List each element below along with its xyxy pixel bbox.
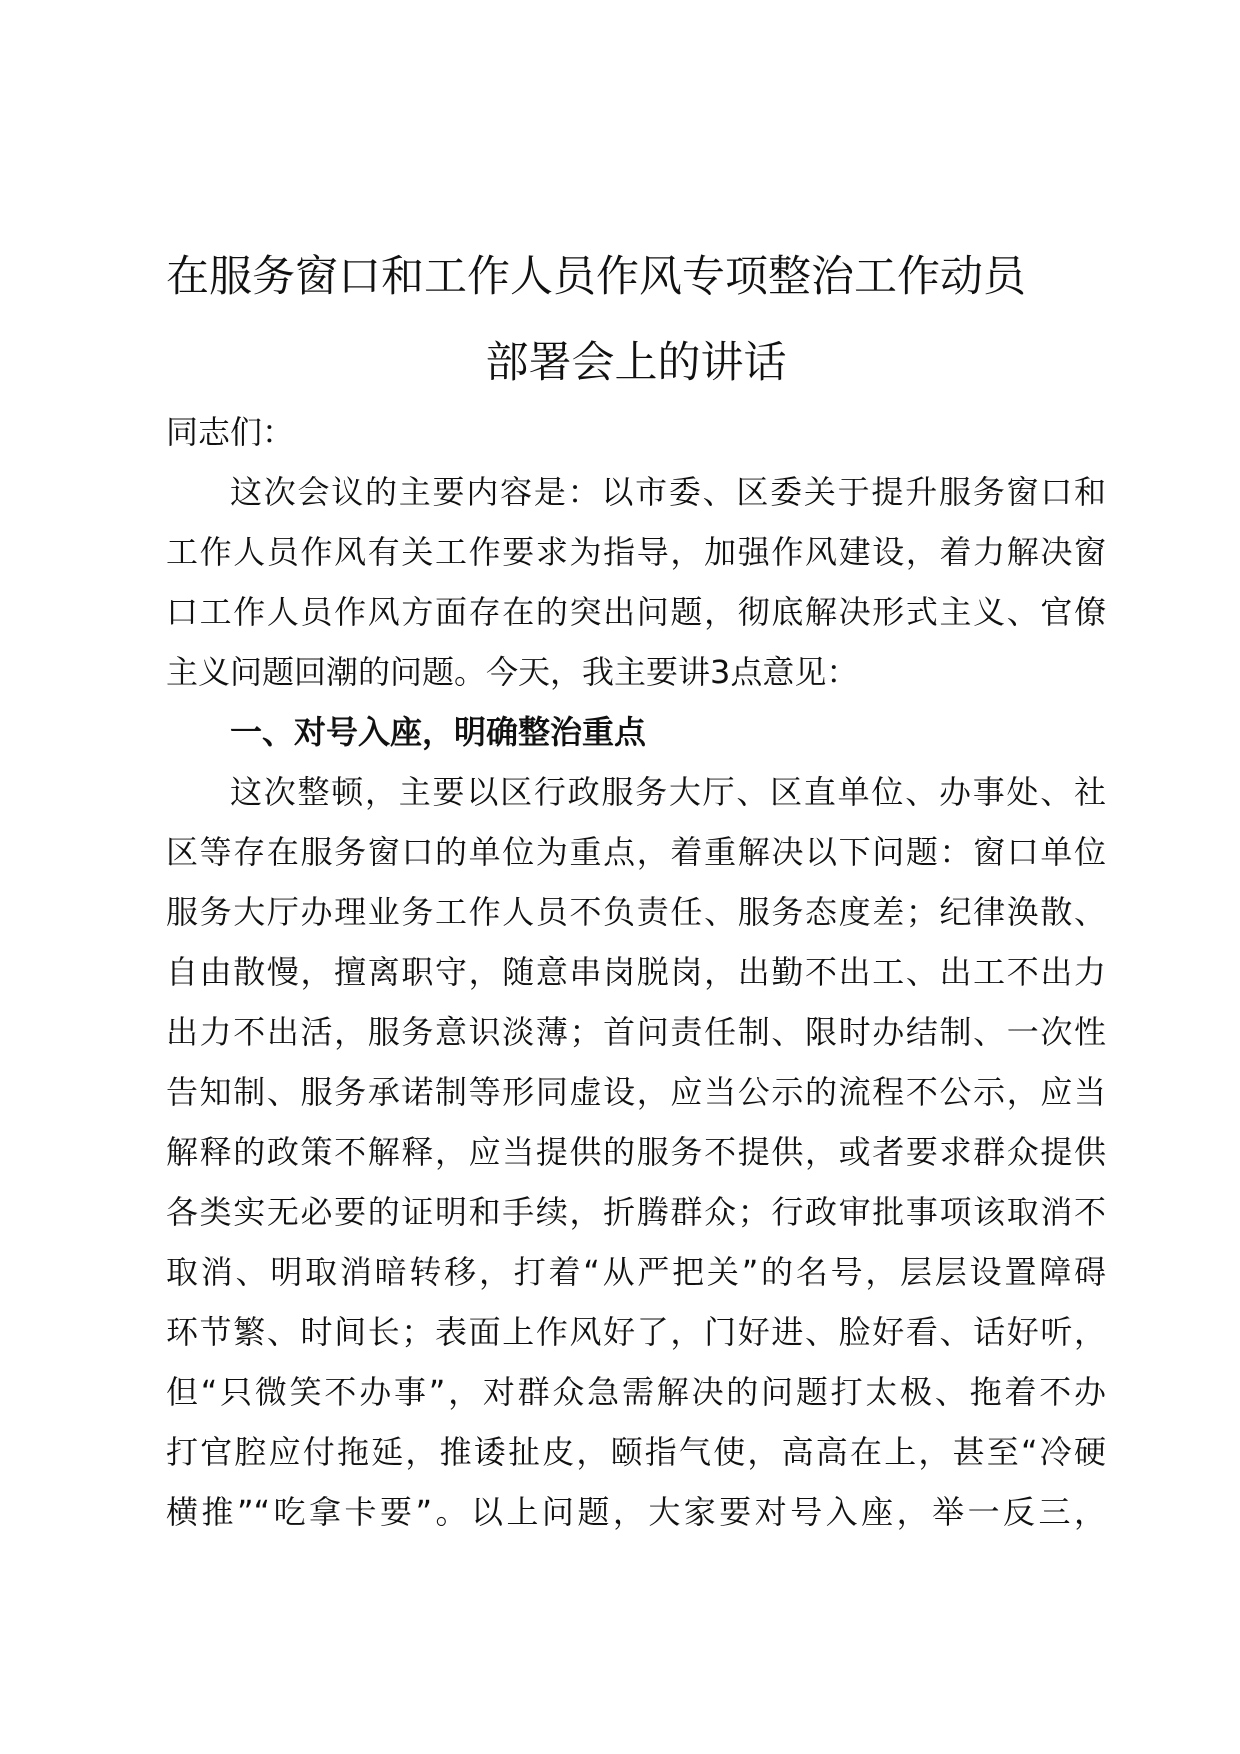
intro-line-4: 主义问题回潮的问题。今天，我主要讲3点意见： — [166, 653, 859, 691]
document-title — [166, 234, 1106, 406]
section1-line-6: 告知制、服务承诺制等形同虚设，应当公示的流程不公示，应当 — [166, 1073, 1106, 1111]
section1-line-7: 解释的政策不解释，应当提供的服务不提供，或者要求群众提供 — [166, 1133, 1106, 1171]
section1-line-13: 横推”“吃拿卡要”。以上问题，大家要对号入座，举一反三， — [166, 1493, 1106, 1531]
section1-line-4: 自由散慢，擅离职守，随意串岗脱岗，出勤不出工、出工不出力 — [166, 953, 1106, 991]
intro-line-3: 口工作人员作风方面存在的突出问题，彻底解决形式主义、官僚 — [166, 593, 1106, 631]
title-line-2: 部署会上的讲话 — [485, 338, 787, 388]
section1-line-2: 区等存在服务窗口的单位为重点，着重解决以下问题：窗口单位 — [166, 833, 1106, 871]
document-body — [166, 402, 1106, 1542]
salutation: 同志们： — [166, 413, 295, 451]
section1-line-3: 服务大厅办理业务工作人员不负责任、服务态度差；纪律涣散、 — [166, 893, 1106, 931]
title-line-1: 在服务窗口和工作人员作风专项整治工作动员 — [166, 252, 1026, 302]
section-heading-1: 一、对号入座，明确整治重点 — [230, 713, 647, 751]
intro-line-2: 工作人员作风有关工作要求为指导，加强作风建设，着力解决窗 — [166, 533, 1106, 571]
section1-line-11: 但“只微笑不办事”，对群众急需解决的问题打太极、拖着不办 — [166, 1373, 1106, 1411]
section1-line-12: 打官腔应付拖延，推诿扯皮，颐指气使，高高在上，甚至“冷硬 — [166, 1433, 1106, 1471]
section1-line-8: 各类实无必要的证明和手续，折腾群众；行政审批事项该取消不 — [166, 1193, 1106, 1231]
intro-line-1: 这次会议的主要内容是：以市委、区委关于提升服务窗口和 — [230, 473, 1106, 511]
section1-line-5: 出力不出活，服务意识淡薄；首问责任制、限时办结制、一次性 — [166, 1013, 1106, 1051]
section1-line-1: 这次整顿，主要以区行政服务大厅、区直单位、办事处、社 — [230, 773, 1106, 811]
section1-line-10: 环节繁、时间长；表面上作风好了，门好进、脸好看、话好听， — [166, 1313, 1106, 1351]
section1-line-9: 取消、明取消暗转移，打着“从严把关”的名号，层层设置障碍 — [166, 1253, 1106, 1291]
